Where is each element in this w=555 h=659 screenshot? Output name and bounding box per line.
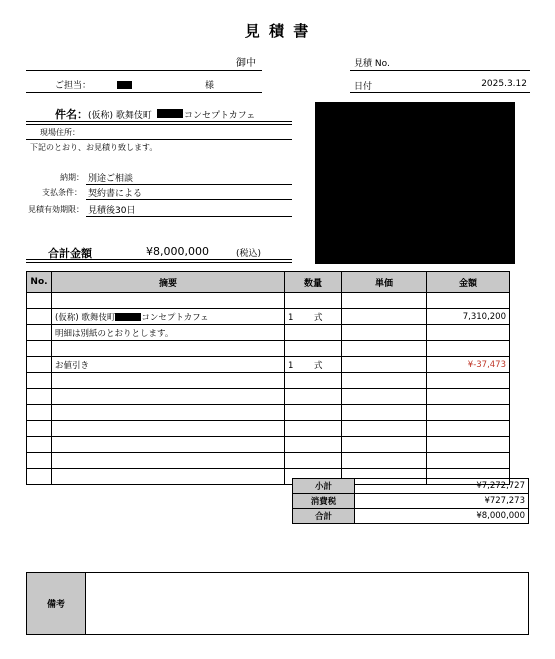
header-description: 摘要 (52, 272, 285, 293)
row-qty-value: 1 (288, 360, 294, 371)
date-underline (350, 92, 530, 93)
delivery-label: 納期： (60, 173, 84, 182)
delivery-underline (86, 184, 292, 185)
row-qty-unit: 式 (314, 312, 323, 323)
row-no (27, 357, 52, 373)
site-underline (26, 139, 292, 140)
site-address-label: 現場住所： (40, 128, 80, 137)
payment-underline (86, 199, 292, 200)
date-value: 2025.3.12 (481, 79, 527, 89)
tax-row (293, 494, 529, 509)
estimate-no-label: 見積 No. (354, 59, 390, 69)
row-qty (285, 325, 342, 341)
recipient-underline (26, 70, 262, 71)
table-row (27, 389, 510, 405)
row-no (27, 325, 52, 341)
header-amount: 金額 (427, 272, 510, 293)
validity-underline (86, 216, 292, 217)
redaction-block (157, 109, 183, 118)
contact-label: ご担当： (55, 81, 92, 91)
remarks-label: 備考 (27, 573, 86, 634)
total-amount-label: 合計金額 (48, 247, 92, 260)
row-qty-unit: 式 (314, 360, 323, 371)
header-unit-price: 単価 (342, 272, 427, 293)
row-qty (285, 309, 342, 325)
row-qty (285, 293, 342, 309)
table-row (27, 437, 510, 453)
estimate-no-underline (350, 70, 530, 71)
items-table (26, 271, 510, 485)
grand-total-row (293, 509, 529, 524)
document-title: 見 積 書 (244, 22, 311, 40)
table-row (27, 373, 510, 389)
contact-suffix: 様 (205, 81, 215, 91)
row-qty (285, 341, 342, 357)
row-qty-value: 1 (288, 312, 294, 323)
total-amount-value: ¥8,000,000 (146, 245, 209, 258)
subject-label: 件名： (55, 108, 88, 121)
total-underline (26, 259, 292, 260)
payment-label: 支払条件： (42, 188, 82, 197)
row-desc (52, 341, 285, 357)
consumption-tax-label: 消費税 (293, 494, 355, 509)
row-no (27, 341, 52, 357)
date-label: 日付 (354, 82, 373, 92)
contact-underline (26, 92, 262, 93)
table-row (27, 293, 510, 309)
header-quantity: 数量 (285, 272, 342, 293)
payment-value: 契約書による (88, 189, 143, 199)
grand-total-label: 合計 (293, 509, 355, 524)
redaction-block (117, 81, 132, 89)
intro-text: 下記のとおり、お見積り致します。 (30, 143, 158, 152)
redacted-stamp-area (315, 102, 515, 264)
table-row (27, 309, 510, 325)
subject-value-prefix: (仮称) 歌舞伎町 (88, 111, 152, 121)
remarks-box (26, 572, 529, 635)
tax-included-note: (税込) (236, 249, 262, 259)
grand-total-value: ¥8,000,000 (355, 509, 529, 524)
recipient-suffix: 御中 (236, 58, 256, 69)
redaction-block (115, 313, 141, 321)
table-row (27, 453, 510, 469)
row-amount (427, 325, 510, 341)
row-desc: お値引き (52, 357, 285, 373)
table-row (27, 421, 510, 437)
row-desc (52, 309, 285, 325)
row-desc: 明細は別紙のとおりとします。 (52, 325, 285, 341)
row-desc (52, 293, 285, 309)
row-unit-price (342, 325, 427, 341)
row-amount (427, 293, 510, 309)
consumption-tax-value: ¥727,273 (355, 494, 529, 509)
subtotal-row (293, 479, 529, 494)
row-no (27, 293, 52, 309)
subject-value-suffix: コンセプトカフェ (184, 111, 256, 121)
row-qty (285, 357, 342, 373)
total-underline-double (26, 262, 292, 263)
row-unit-price (342, 293, 427, 309)
table-header-row (27, 272, 510, 293)
delivery-value: 別途ご相談 (88, 174, 134, 184)
table-row (27, 341, 510, 357)
subject-underline (26, 121, 292, 122)
validity-label: 見積有効期限： (28, 205, 84, 214)
table-row (27, 325, 510, 341)
row-amount: 7,310,200 (427, 309, 510, 325)
row-unit-price (342, 357, 427, 373)
row-desc-suffix: コンセプトカフェ (141, 312, 209, 323)
row-desc-prefix: (仮称) 歌舞伎町 (55, 312, 116, 323)
validity-value: 見積後30日 (88, 206, 136, 216)
header-no: No. (27, 272, 52, 293)
summary-table (292, 478, 529, 524)
row-amount-discount: ¥-37,473 (427, 357, 510, 373)
subject-underline-double (26, 124, 292, 125)
table-row (27, 357, 510, 373)
row-amount (427, 341, 510, 357)
table-row (27, 405, 510, 421)
subtotal-label: 小計 (293, 479, 355, 494)
subtotal-value: ¥7,272,727 (355, 479, 529, 494)
row-unit-price (342, 341, 427, 357)
row-no (27, 309, 52, 325)
row-unit-price (342, 309, 427, 325)
